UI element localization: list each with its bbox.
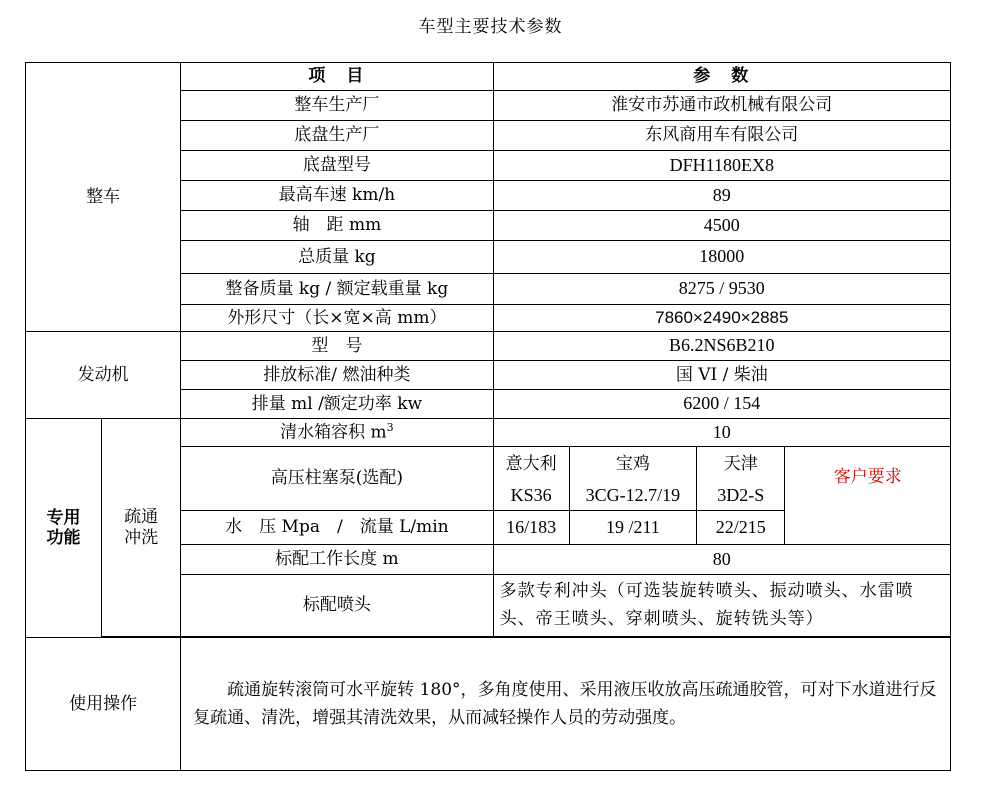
row-label: 底盘生产厂 (181, 121, 493, 151)
pump-option-tianjin (697, 447, 785, 511)
group-label-operation: 使用操作 (26, 638, 181, 771)
pump-brand: 意大利 (505, 454, 557, 474)
row-label: 高压柱塞泵(选配) (181, 447, 493, 511)
row-label: 标配喷头 (181, 575, 493, 637)
row-value: 国 VI / 柴油 (493, 361, 950, 390)
row-value: DFH1180EX8 (493, 151, 950, 181)
subgroup-label-line2: 冲洗 (124, 527, 159, 548)
pressure-flow-value: 19 /211 (569, 511, 696, 545)
row-value: 淮安市苏通市政机械有限公司 (493, 91, 950, 121)
row-label: 轴 距 mm (181, 211, 493, 241)
row-label-water-tank (181, 419, 493, 447)
row-value: 18000 (493, 241, 950, 274)
subgroup-label-flushing (102, 419, 181, 637)
row-label: 水 压 Mpa / 流量 L/min (181, 511, 493, 545)
pump-brand: 宝鸡 (615, 454, 650, 474)
row-value: 10 (493, 419, 950, 447)
water-tank-label: 清水箱容积 m (280, 423, 387, 444)
pump-option-baoji (569, 447, 696, 511)
row-label: 整备质量 kg / 额定载重量 kg (181, 274, 493, 305)
operation-text: 疏通旋转滚筒可水平旋转 180°，多角度使用、采用液压收放高压疏通胶管，可对下水道进行反复疏通、清洗，增强其清洗效果，从而减轻操作人员的劳动强度。 (193, 679, 937, 728)
pump-model: 3D2-S (717, 485, 765, 505)
group-label-engine: 发动机 (26, 332, 181, 419)
row-label: 最高车速 km/h (181, 181, 493, 211)
row-label: 型 号 (181, 332, 493, 361)
operation-description (181, 638, 951, 771)
pressure-flow-value: 16/183 (493, 511, 569, 545)
row-value: B6.2NS6B210 (493, 332, 950, 361)
pump-brand: 天津 (723, 454, 758, 474)
subgroup-label-line1: 疏通 (124, 507, 159, 528)
row-value: 东风商用车有限公司 (493, 121, 950, 151)
row-value: 8275 / 9530 (493, 274, 950, 305)
pump-option-italy (493, 447, 569, 511)
row-value: 7860×2490×2885 (493, 305, 950, 332)
table-row (26, 419, 951, 447)
table-row-operation (26, 638, 951, 771)
pump-custom-note: 客户要求 (785, 447, 951, 545)
group-label-special (26, 419, 102, 638)
row-label: 排量 ml /额定功率 kw (181, 390, 493, 419)
header-item: 项 目 (181, 63, 493, 91)
water-tank-unit-sup: 3 (386, 421, 394, 435)
row-value: 4500 (493, 211, 950, 241)
spec-table (25, 62, 951, 771)
row-label: 底盘型号 (181, 151, 493, 181)
row-value: 多款专利冲头（可选装旋转喷头、振动喷头、水雷喷头、帝王喷头、穿刺喷头、旋转铣头等） (493, 575, 950, 637)
row-label: 排放标准/ 燃油种类 (181, 361, 493, 390)
row-value: 80 (493, 545, 950, 575)
pump-model: 3CG-12.7/19 (585, 485, 681, 505)
row-label: 整车生产厂 (181, 91, 493, 121)
table-header-row (26, 63, 951, 91)
page-title: 车型主要技术参数 (418, 17, 563, 37)
row-label: 标配工作长度 m (181, 545, 493, 575)
group-label-special-line1: 专用 (46, 507, 81, 528)
row-value: 89 (493, 181, 950, 211)
row-label: 外形尺寸（长×宽×高 mm） (181, 305, 493, 332)
row-value: 6200 / 154 (493, 390, 950, 419)
row-label: 总质量 kg (181, 241, 493, 274)
pump-model: KS36 (510, 485, 552, 505)
table-row (26, 332, 951, 361)
group-label-vehicle: 整车 (26, 63, 181, 332)
group-label-special-line2: 功能 (46, 528, 81, 548)
pressure-flow-value: 22/215 (697, 511, 785, 545)
header-value: 参 数 (493, 63, 950, 91)
